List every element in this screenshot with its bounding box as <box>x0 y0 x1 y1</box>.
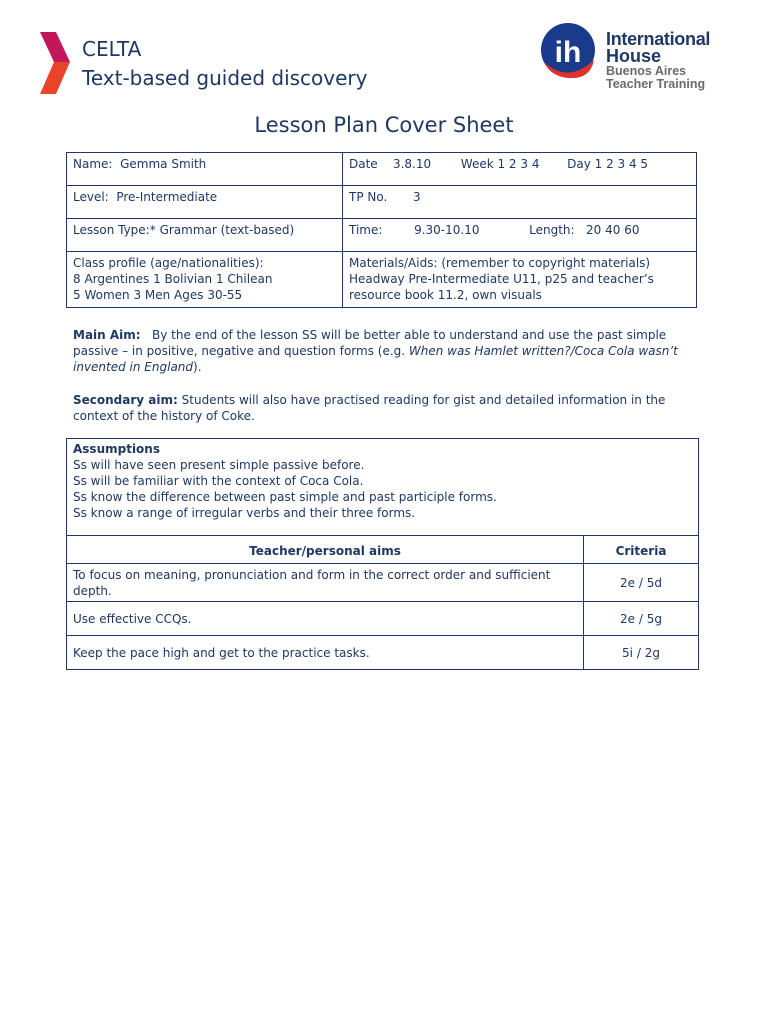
level-cell <box>67 186 343 219</box>
ih-globe-icon <box>538 22 608 92</box>
class-profile-label: Class profile (age/nationalities): <box>73 256 264 270</box>
assumptions-aims-table <box>66 438 699 670</box>
logo-line-city: Buenos Aires <box>606 64 687 78</box>
materials-line-2: resource book 11.2, own visuals <box>349 288 542 302</box>
week-label: Week 1 2 3 4 <box>460 157 540 171</box>
time-value: 9.30-10.10 <box>414 223 480 237</box>
lesson-type-value: Grammar (text-based) <box>159 223 295 237</box>
logo-line-house: House <box>606 46 662 66</box>
assumption-item: Ss will be familiar with the context of Coca Cola. <box>73 474 364 488</box>
program-name: CELTA <box>82 37 142 61</box>
assumptions-cell <box>67 439 699 536</box>
aim-cell: Keep the pace high and get to the practice tasks. <box>67 636 584 670</box>
name-cell <box>67 153 343 186</box>
class-profile-nationalities: 8 Argentines 1 Bolivian 1 Chilean <box>73 272 273 286</box>
ih-logo <box>538 20 728 98</box>
class-profile-cell <box>67 252 343 308</box>
main-aim-text: By the end of the lesson SS will be better able to understand and use the past simple passive – in positive, negative and question forms (e.g. <box>73 328 667 358</box>
date-value: 3.8.10 <box>392 157 432 171</box>
main-aim <box>73 327 695 375</box>
time-label: Time: <box>349 223 383 237</box>
lesson-type-cell <box>67 219 343 252</box>
length-label: Length: <box>529 223 575 237</box>
secondary-aim-text: Students will also have practised reading for gist and detailed information in the context of the history of Coke. <box>73 393 666 423</box>
assumption-item: Ss will have seen present simple passive before. <box>73 458 365 472</box>
date-label: Date <box>349 157 378 171</box>
logo-line-international: International <box>606 29 711 49</box>
materials-label: Materials/Aids: (remember to copyright materials) <box>349 256 651 270</box>
celta-chevron-logo <box>38 32 72 94</box>
document-subtitle: Text-based guided discovery <box>82 66 368 90</box>
criteria-cell: 2e / 5d <box>584 564 699 602</box>
main-aim-label: Main Aim: <box>73 328 141 342</box>
level-value: Pre-Intermediate <box>116 190 218 204</box>
name-label: Name: <box>73 157 113 171</box>
materials-line-1: Headway Pre-Intermediate U11, p25 and teacher’s <box>349 272 654 286</box>
level-label: Level: <box>73 190 109 204</box>
length-value: 20 40 60 <box>586 223 640 237</box>
assumption-item: Ss know the difference between past simple and past participle forms. <box>73 490 497 504</box>
secondary-aim <box>73 392 695 424</box>
main-aim-end: ). <box>193 360 202 374</box>
time-cell <box>343 219 697 252</box>
ih-mark: ih <box>554 36 582 69</box>
tp-label: TP No. <box>349 190 388 204</box>
criteria-cell: 5i / 2g <box>584 636 699 670</box>
criteria-column-header: Criteria <box>584 536 699 564</box>
main-aim-example: When was Hamlet written?/Coca Cola wasn’t invented in England <box>73 344 678 374</box>
lesson-type-label: Lesson Type:* <box>73 223 156 237</box>
secondary-aim-label: Secondary aim: <box>73 393 178 407</box>
assumption-item: Ss know a range of irregular verbs and their three forms. <box>73 506 416 520</box>
aim-cell: To focus on meaning, pronunciation and form in the correct order and sufficient depth. <box>67 564 584 602</box>
aim-cell: Use effective CCQs. <box>67 602 584 636</box>
assumptions-heading: Assumptions <box>73 442 160 456</box>
tp-value: 3 <box>412 190 421 204</box>
date-cell <box>343 153 697 186</box>
day-label: Day 1 2 3 4 5 <box>567 157 649 171</box>
tp-cell <box>343 186 697 219</box>
materials-cell <box>343 252 697 308</box>
logo-line-training: Teacher Training <box>606 76 706 91</box>
criteria-cell: 2e / 5g <box>584 602 699 636</box>
class-profile-ages: 5 Women 3 Men Ages 30-55 <box>73 288 243 302</box>
aims-column-header: Teacher/personal aims <box>67 536 584 564</box>
lesson-details-table <box>66 152 697 308</box>
page-title: Lesson Plan Cover Sheet <box>254 113 514 137</box>
name-value: Gemma Smith <box>120 157 207 171</box>
